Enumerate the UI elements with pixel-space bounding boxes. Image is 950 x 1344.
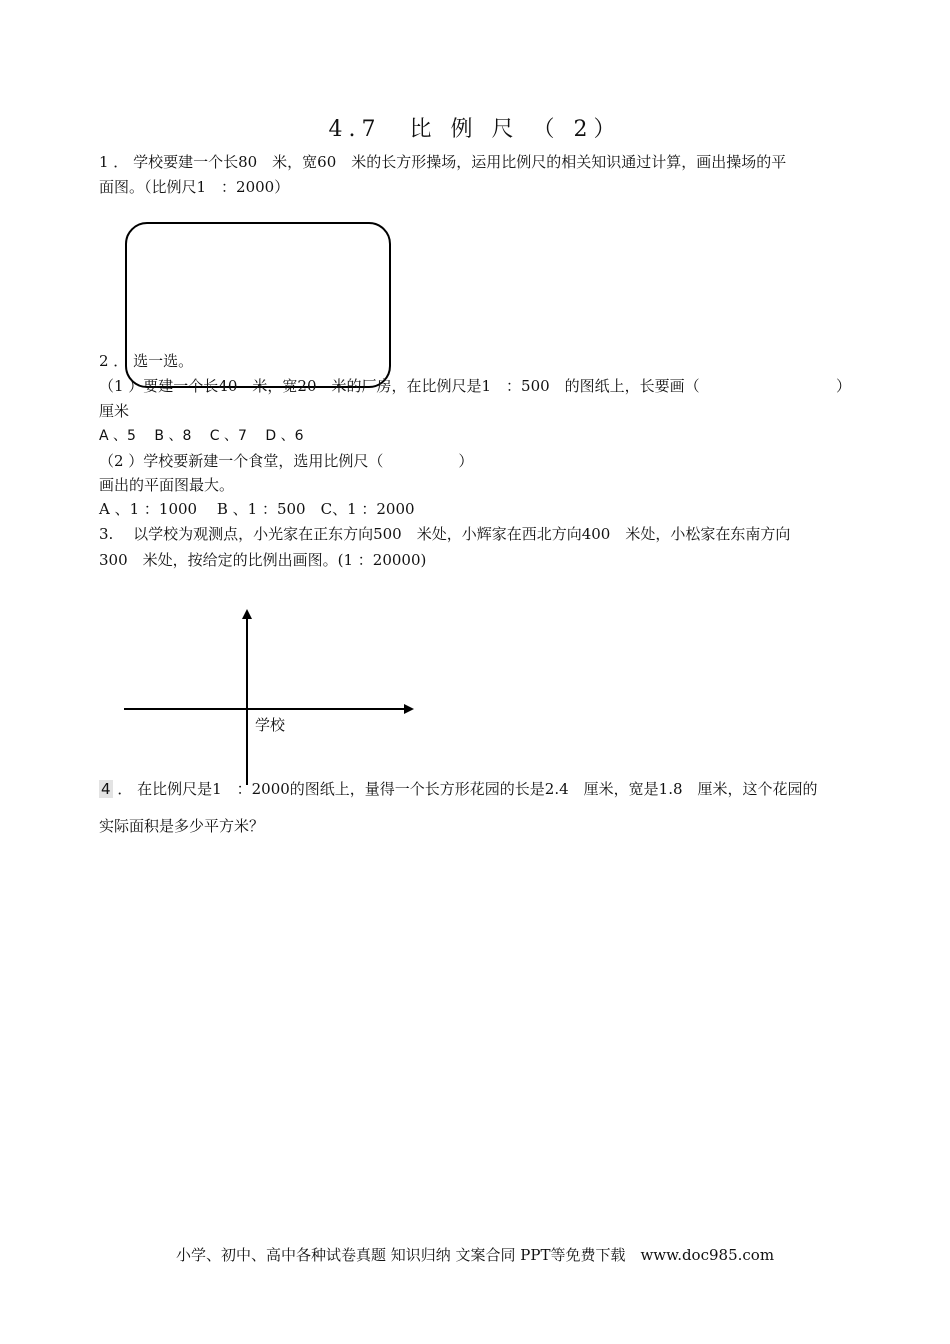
- north-arrow-icon: [242, 609, 252, 619]
- page-title: 4.7 比 例 尺 （ 2）: [328, 117, 622, 142]
- question-2-sub2-line-2: 画出的平面图最大。: [99, 476, 235, 494]
- question-2-sub1-paren-close: ）: [836, 377, 852, 395]
- question-1-line-1: 1 ． 学校要建一个长80 米，宽60 米的长方形操场，运用比例尺的相关知识通过计算，画出操场的平: [99, 153, 787, 171]
- question-2-sub1-line-2: 厘米: [99, 402, 130, 420]
- origin-school-label: 学校: [255, 716, 286, 734]
- question-3-line-1: 3. 以学校为观测点，小光家在正东方向500 米处，小辉家在西北方向400 米处，小松家在东南方向: [99, 525, 791, 543]
- page-footer: 小学、初中、高中各种试卷真题 知识归纳 文案合同 PPT等免费下载 www.doc985.com: [175, 1246, 775, 1264]
- question-4-line-1: [99, 778, 859, 800]
- question-2-sub1-line-1: （1 ）要建一个长40 米，宽20 米的厂房，在比例尺是1 ：500 的图纸上，长要画（: [99, 377, 700, 395]
- question-2-sub2-choices: A 、1 ：1000 B 、1 ：500 C、1 ：2000: [99, 500, 415, 518]
- question-4-line-2: 实际面积是多少平方米？: [99, 817, 265, 835]
- question-1-line-2: 面图。（比例尺1 ：2000）: [99, 178, 290, 196]
- question-2-sub2-line-1: （2 ）学校要新建一个食堂，选用比例尺（ ）: [99, 452, 474, 470]
- question-2-heading: 2 ． 选一选。: [99, 352, 194, 370]
- question-4-line-1-text: ． 在比例尺是1 ：2000的图纸上，量得一个长方形花园的长是2.4 厘米，宽是1.8 厘米，这个花园的: [112, 780, 818, 798]
- east-arrow-icon: [404, 704, 414, 714]
- question-2-sub1-choices: A 、5 B 、8 C 、7 D 、6: [99, 428, 304, 444]
- question-3-line-2: 300 米处，按给定的比例出画图。(1 ：20000): [99, 551, 427, 569]
- question-4-number: 4: [101, 780, 111, 798]
- coordinate-axes: [118, 605, 418, 790]
